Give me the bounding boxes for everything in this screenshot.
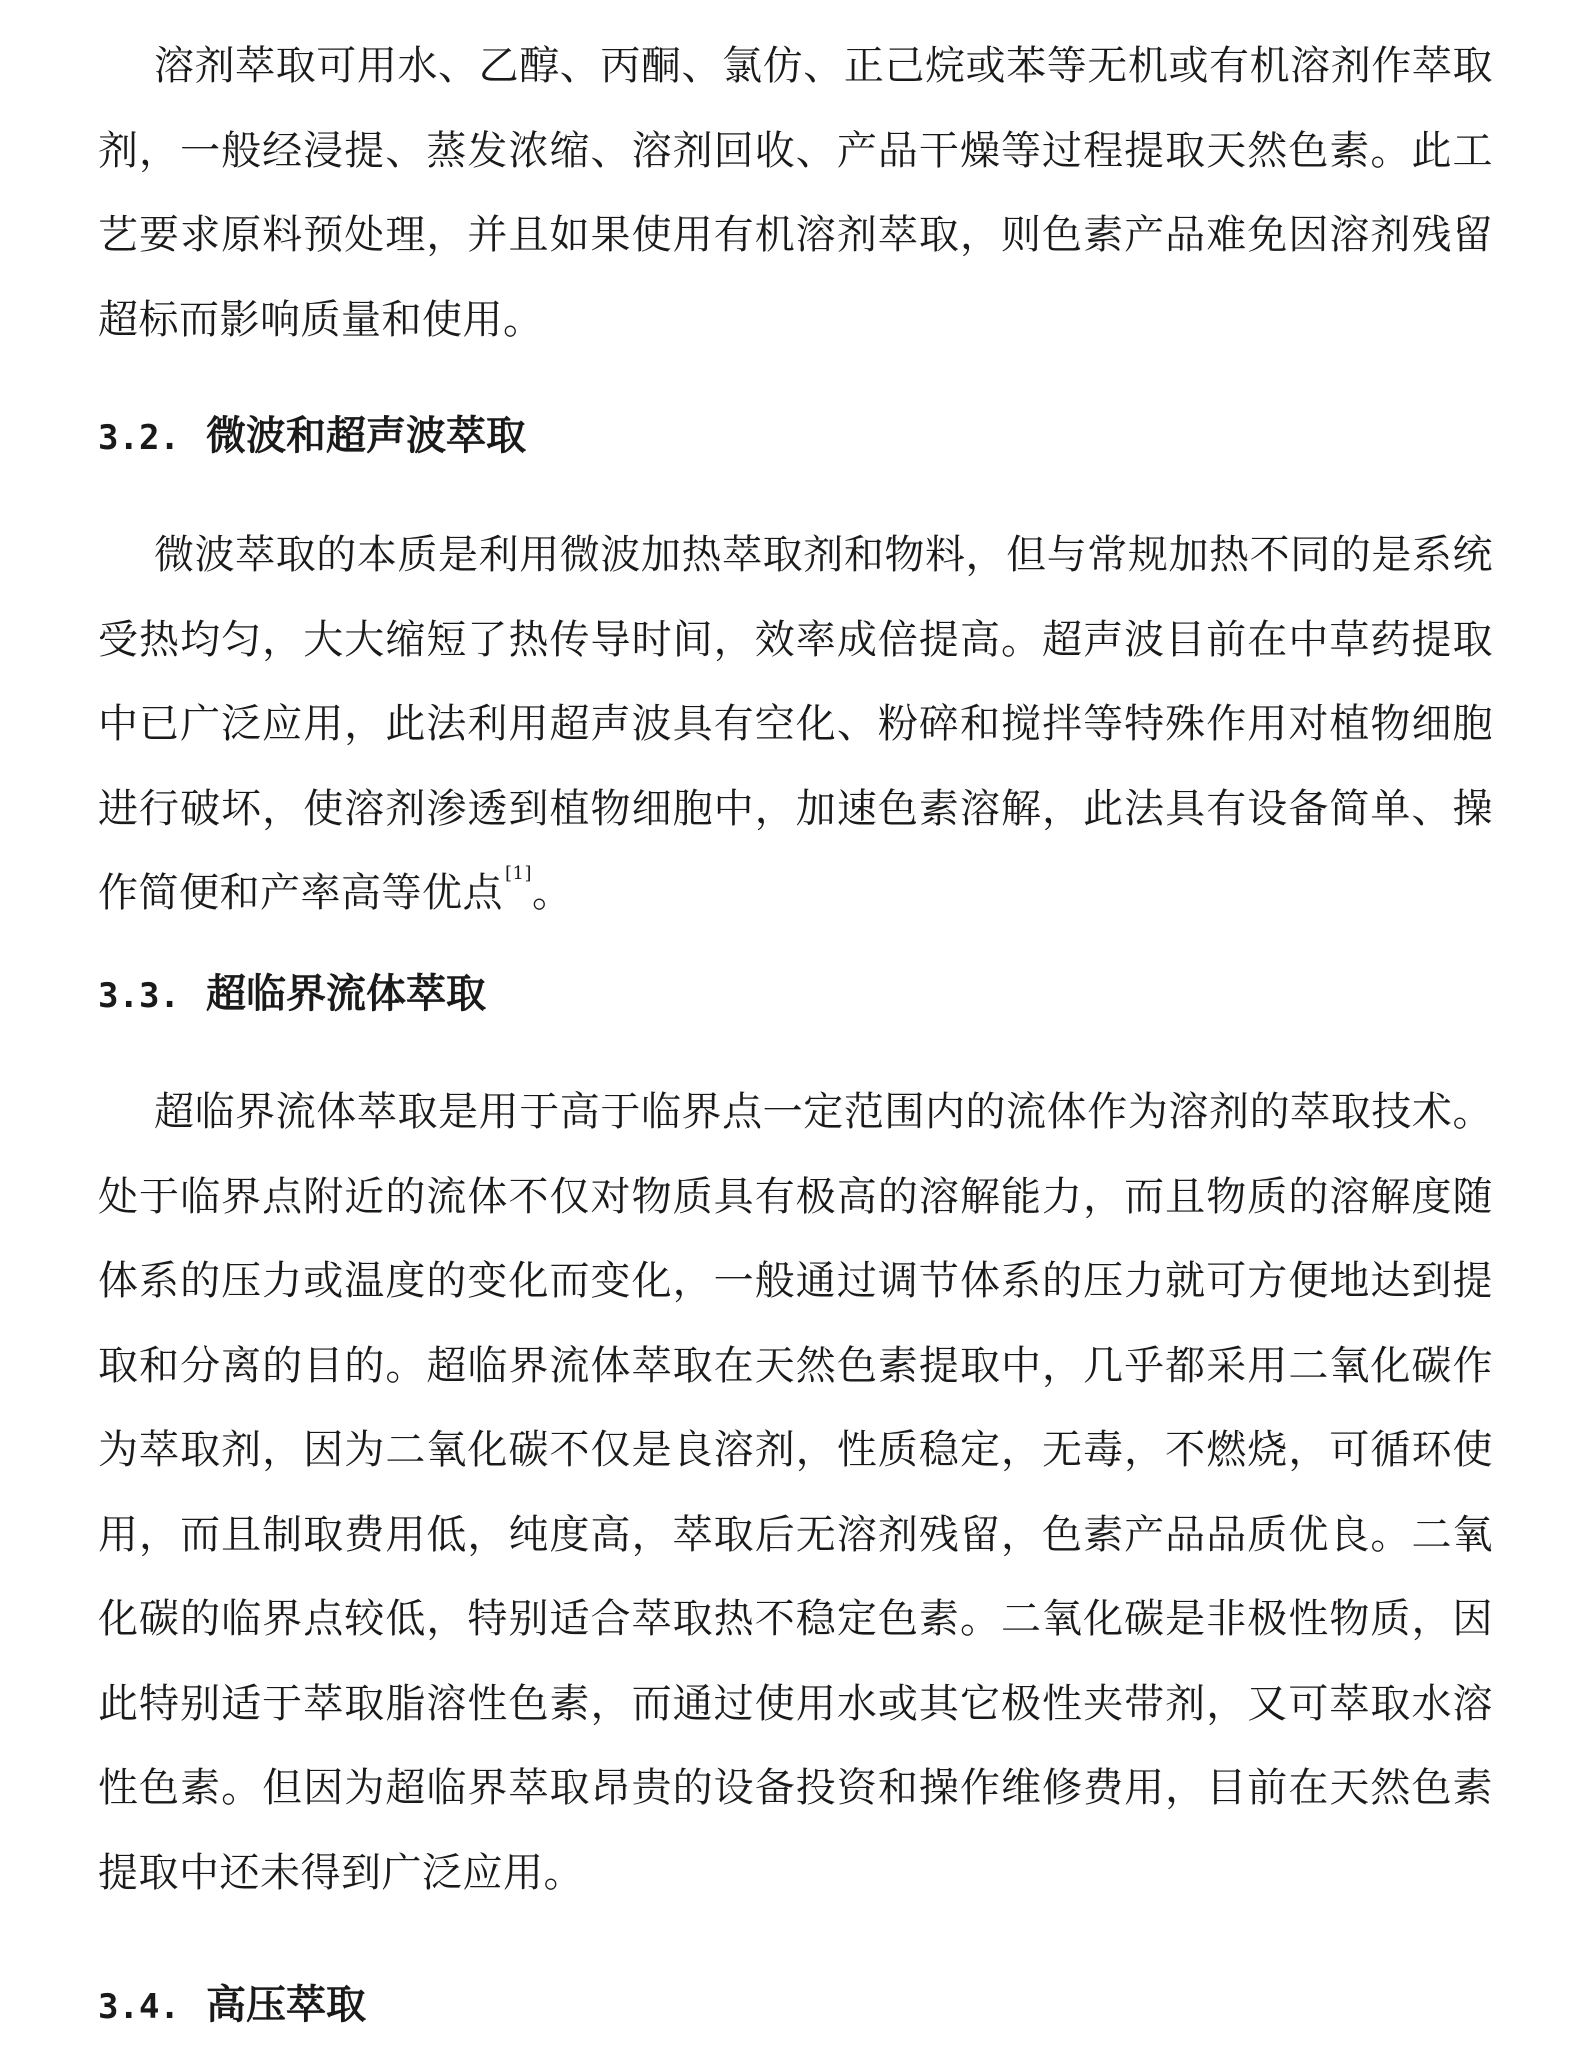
paragraph-text: 微波萃取的本质是利用微波加热萃取剂和物料，但与常规加热不同的是系统受热均匀，大大缩短了热传导时间，效率成倍提高。超声波目前在中草药提取中已广泛应用，此法利用超声波具有空化、粉碎和搅拌等特殊作用对植物细胞进行破坏，使溶剂渗透到植物细胞中，加速色素溶解，此法具有设备简单、操作简便和产率高等优点 (98, 532, 1493, 916)
paragraph-microwave-ultrasonic (98, 513, 1493, 936)
paragraph-end-punctuation: 。 (532, 870, 573, 916)
section-title: 高压萃取 (206, 1981, 366, 2028)
paragraph-solvent-extraction: 溶剂萃取可用水、乙醇、丙酮、氯仿、正己烷或苯等无机或有机溶剂作萃取剂，一般经浸提、蒸发浓缩、溶剂回收、产品干燥等过程提取天然色素。此工艺要求原料预处理，并且如果使用有机溶剂萃取，则色素产品难免因溶剂残留超标而影响质量和使用。 (98, 43, 1493, 343)
section-title: 超临界流体萃取 (206, 970, 486, 1017)
section-title: 微波和超声波萃取 (206, 412, 526, 459)
section-heading-3-4 (98, 1975, 366, 2037)
section-number: 3.3. (98, 976, 180, 1016)
section-heading-3-3 (98, 964, 486, 1026)
paragraph-supercritical-fluid: 超临界流体萃取是用于高于临界点一定范围内的流体作为溶剂的萃取技术。处于临界点附近的流体不仅对物质具有极高的溶解能力，而且物质的溶解度随体系的压力或温度的变化而变化，一般通过调节体系的压力就可方便地达到提取和分离的目的。超临界流体萃取在天然色素提取中，几乎都采用二氧化碳作为萃取剂，因为二氧化碳不仅是良溶剂，性质稳定，无毒，不燃烧，可循环使用，而且制取费用低，纯度高，萃取后无溶剂残留，色素产品品质优良。二氧化碳的临界点较低，特别适合萃取热不稳定色素。二氧化碳是非极性物质，因此特别适于萃取脂溶性色素，而通过使用水或其它极性夹带剂，又可萃取水溶性色素。但因为超临界萃取昂贵的设备投资和操作维修费用，目前在天然色素提取中还未得到广泛应用。 (98, 1089, 1493, 1896)
citation-reference[interactable]: [1] (505, 863, 532, 884)
section-heading-3-2 (98, 406, 526, 468)
section-number: 3.4. (98, 1987, 180, 2027)
section-number: 3.2. (98, 418, 180, 458)
